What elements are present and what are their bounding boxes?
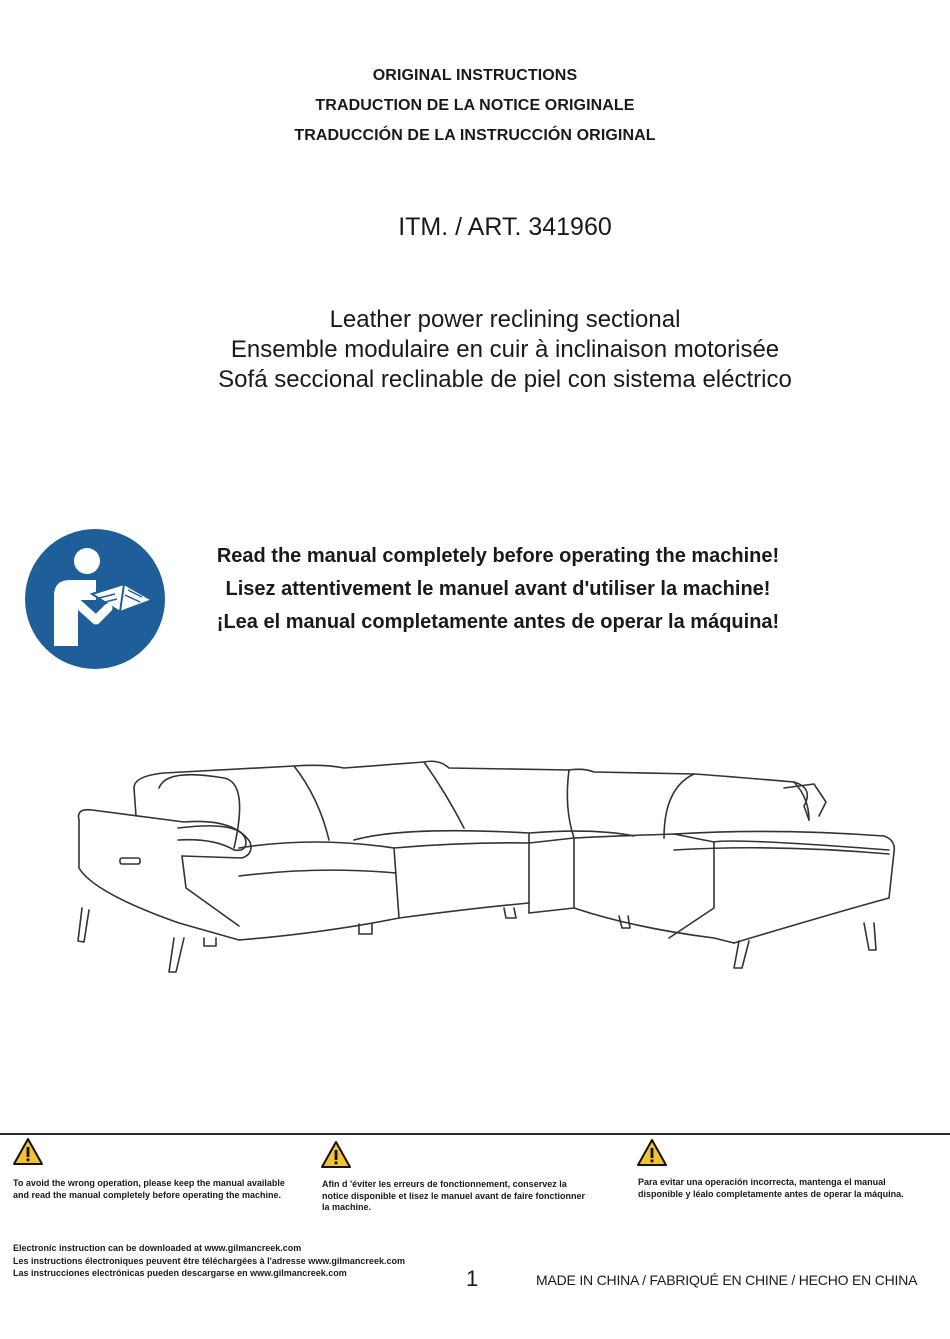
header-line-en: ORIGINAL INSTRUCTIONS [372,67,578,84]
warning-text-es: Para evitar una operación incorrecta, mantenga el manual disponible y léalo completamente antes de operar la máquina. [638,1177,904,1199]
read-manual-icon [24,528,166,670]
warning-icon [12,1137,44,1167]
made-in: MADE IN CHINA / FABRIQUÉ EN CHINE / HECHO EN CHINA [536,1272,918,1288]
download-line-es: Las instrucciones electrónicas pueden descargarse en www.gilmancreek.com [13,1268,347,1278]
warning-icon [636,1138,668,1168]
product-name-fr: Ensemble modulaire en cuir à inclinaison motorisée [230,336,780,363]
page-number: 1 [466,1266,479,1291]
warning-text-fr: Afin d 'éviter les erreurs de fonctionnement, conservez la notice disponible et lisez le manuel avant de faire fonctionner la machine. [322,1179,586,1212]
header-line-fr: TRADUCTION DE LA NOTICE ORIGINALE [315,97,635,114]
sectional-sofa-illustration [74,758,899,978]
warning-icon [320,1140,352,1170]
footer-divider [0,1133,950,1135]
download-line-en: Electronic instruction can be downloaded at www.gilmancreek.com [13,1243,302,1253]
header-line-es: TRADUCCIÓN DE LA INSTRUCCIÓN ORIGINAL [294,127,656,144]
read-manual-es: ¡Lea el manual completamente antes de operar la máquina! [216,611,780,633]
item-number: ITM. / ART. 341960 [398,213,612,241]
warning-text-en: To avoid the wrong operation, please keep the manual available and read the manual completely before operating the machine. [13,1178,285,1200]
download-line-fr: Les instructions électroniques peuvent être téléchargées à l'adresse www.gilmancreek.com [13,1255,405,1266]
read-manual-fr: Lisez attentivement le manuel avant d'utiliser la machine! [225,578,771,600]
download-info [13,1242,453,1280]
product-name-es: Sofá seccional reclinable de piel con sistema eléctrico [218,366,792,393]
product-name-en: Leather power reclining sectional [329,306,681,333]
read-manual-en: Read the manual completely before operating the machine! [216,545,780,567]
